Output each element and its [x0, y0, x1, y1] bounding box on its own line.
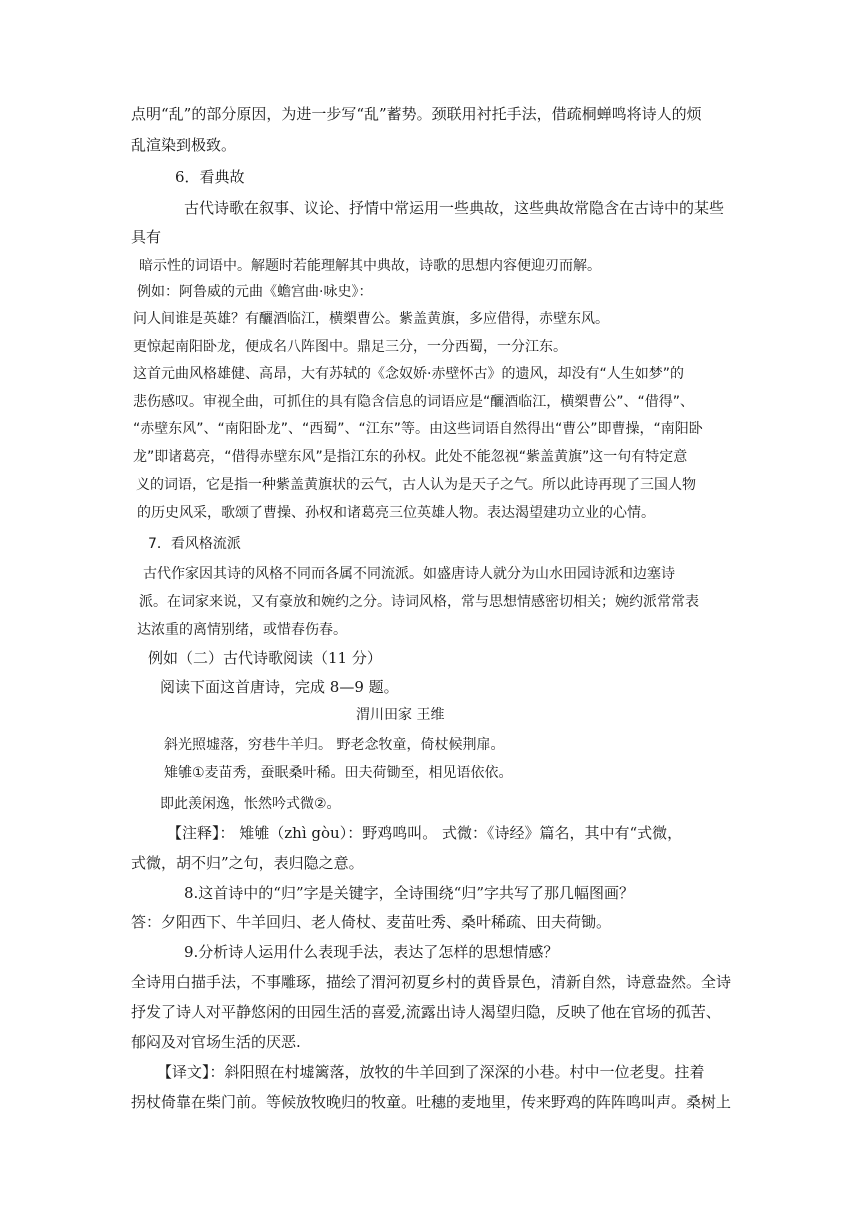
translation: 拐杖倚靠在柴门前。等候放牧晚归的牧童。吐穗的麦地里，传来野鸡的阵阵鸣叫声。桑树上 — [131, 1093, 732, 1111]
section-heading: 7．看风格流派 — [148, 536, 241, 552]
answer: 郁闷及对官场生活的厌恶. — [131, 1033, 301, 1051]
text-line: 义的词语，它是指一种紫盖黄旗状的云气，古人认为是天子之气。所以此诗再现了三国人物 — [136, 477, 696, 493]
answer: 全诗用白描手法，不事雕琢，描绘了渭河初夏乡村的黄昏景色，清新自然，诗意盎然。全诗 — [131, 973, 732, 991]
text-line: 更惊起南阳卧龙，便成名八阵图中。鼎足三分，一分西蜀，一分江东。 — [133, 339, 567, 355]
text-line: 龙”即诸葛亮，“借得赤壁东风”是指江东的孙权。此处不能忽视“紫盖黄旗”这一句有特定意 — [133, 449, 688, 465]
poem-title: 渭川田家 王维 — [356, 707, 445, 723]
text-line: 例如（二）古代诗歌阅读（11 分） — [148, 649, 382, 667]
text-line: 古代诗歌在叙事、议论、抒情中常运用一些典故，这些典故常隐含在古诗中的某些 — [184, 199, 725, 217]
section-heading: 6．看典故 — [175, 168, 245, 186]
text-line: 派。在词家来说，又有豪放和婉约之分。诗词风格，常与思想情感密切相关；婉约派常常表 — [139, 594, 699, 610]
text-line: 点明“乱”的部分原因，为进一步写“乱”蓄势。颈联用衬托手法，借疏桐蝉鸣将诗人的烦 — [131, 105, 702, 123]
text-line: 悲伤感叹。审视全曲，可抓住的具有隐含信息的词语应是“釃酒临江，横槊曹公”、“借得”、 — [133, 394, 695, 410]
text-line: 问人间谁是英雄？有釃酒临江，横槊曹公。紫盖黄旗，多应借得，赤壁东风。 — [133, 311, 609, 327]
poem-line: 即此羡闲逸，怅然吟式微②。 — [160, 796, 341, 812]
question: 8.这首诗中的“归”字是关键字，全诗围绕“归”字共写了那几幅图画？ — [184, 884, 634, 902]
poem-line: 斜光照墟落，穷巷牛羊归。 野老念牧童，倚杖候荆扉。 — [164, 737, 505, 753]
question: 9.分析诗人运用什么表现手法，表达了怎样的思想情感？ — [184, 943, 559, 961]
annotation: 【注释】： 雉雊（zhì gòu）：野鸡鸣叫。 式微：《诗经》篇名，其中有“式微， — [167, 824, 683, 842]
text-line: “赤壁东风”、“南阳卧龙”、“西蜀”、“江东”等。由这些词语自然得出“曹公”即曹操，“南阳卧 — [133, 421, 703, 437]
text-line: 例如：阿鲁威的元曲《蟾宫曲·咏史》： — [137, 284, 373, 300]
translation: 【译文】：斜阳照在村墟篱落，放牧的牛羊回到了深深的小巷。村中一位老叟。拄着 — [157, 1063, 705, 1081]
text-line: 这首元曲风格雄健、高昂，大有苏轼的《念奴娇·赤壁怀古》的遗风，却没有“人生如梦”的 — [133, 366, 684, 382]
text-line: 的历史风采，歌颂了曹操、孙权和诸葛亮三位英雄人物。表达渴望建功立业的心情。 — [137, 505, 655, 521]
text-line: 达浓重的离情别绪，或惜春伤春。 — [137, 622, 347, 638]
annotation: 式微，胡不归”之句，表归隐之意。 — [131, 854, 364, 872]
text-line: 古代作家因其诗的风格不同而各属不同流派。如盛唐诗人就分为山水田园诗派和边塞诗 — [143, 566, 675, 582]
text-line: 乱渲染到极致。 — [131, 136, 237, 154]
answer: 抒发了诗人对平静悠闲的田园生活的喜爱,流露出诗人渴望归隐，反映了他在官场的孤苦、 — [131, 1003, 721, 1021]
text-line: 具有 — [131, 228, 162, 246]
text-line: 暗示性的词语中。解题时若能理解其中典故，诗歌的思想内容便迎刃而解。 — [139, 258, 601, 274]
text-line: 阅读下面这首唐诗，完成 8—9 题。 — [160, 678, 399, 696]
answer: 答：夕阳西下、牛羊回归、老人倚杖、麦苗吐秀、桑叶稀疏、田夫荷锄。 — [131, 913, 612, 931]
poem-line: 雉雊①麦苗秀，蚕眠桑叶稀。田夫荷锄至，相见语依依。 — [164, 765, 513, 781]
